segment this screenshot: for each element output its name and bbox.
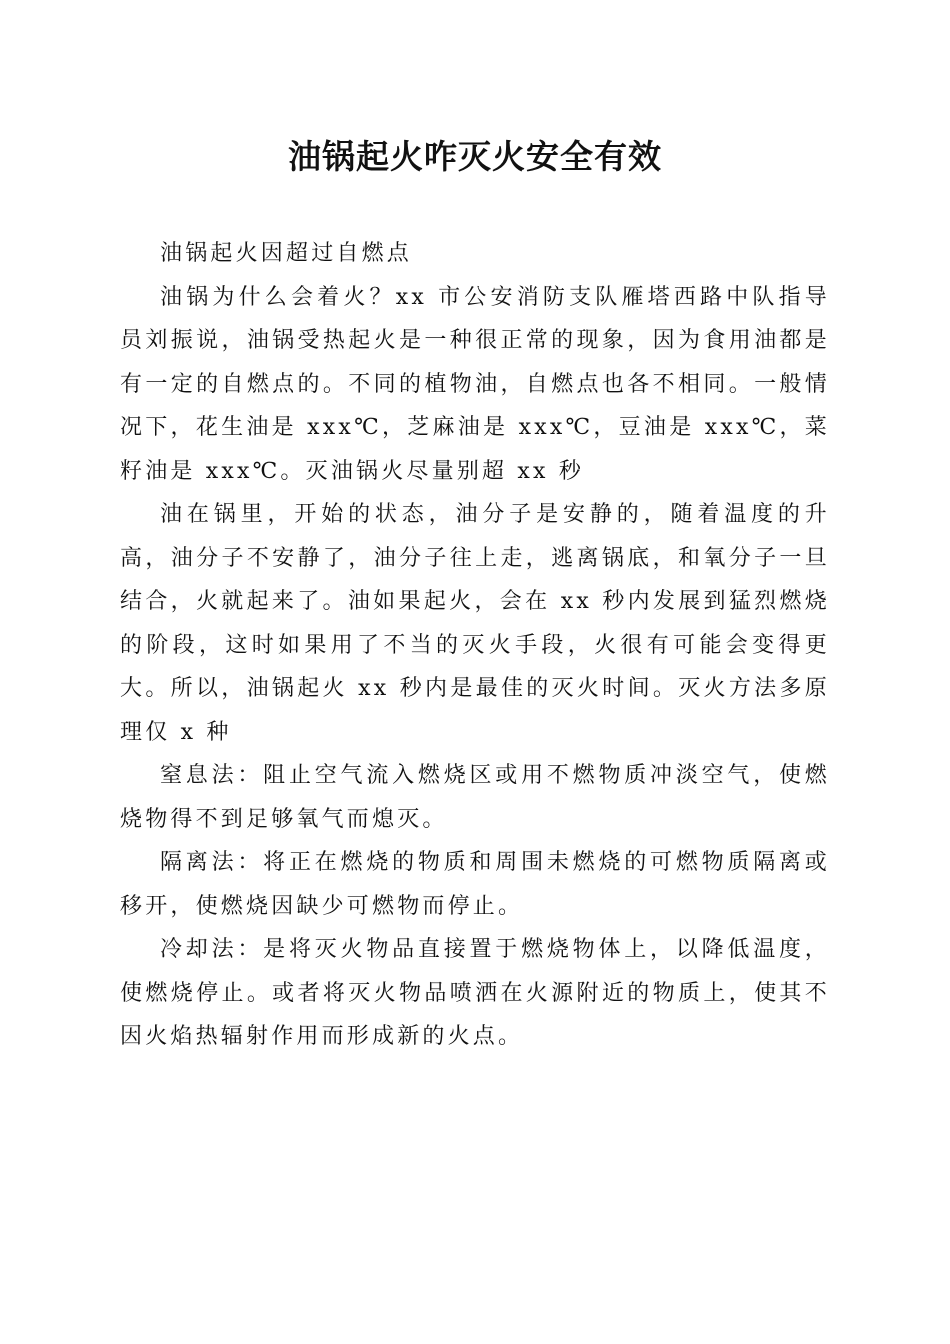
paragraph-subheading-autoignition: 油锅起火因超过自燃点: [160, 241, 413, 266]
paragraph-oil-molecules: 油在锅里，开始的状态，油分子是安静的，随着温度的升高，油分子不安静了，油分子往上走，逃离锅底，和氧分子一旦结合，火就起来了。油如果起火，会在 xx 秒内发展到猛烈燃烧的阶段，这时如果用了不当的灭火手段，火很有可能会变得更大。所以，油锅起火 xx 秒内是最佳的灭火时间。灭火方法多原理仅 x 种: [120, 502, 830, 745]
paragraph-isolation-method: 隔离法：将正在燃烧的物质和周围未燃烧的可燃物质隔离或移开，使燃烧因缺少可燃物而停止。: [120, 850, 830, 919]
document-title: 油锅起火咋灭火安全有效: [288, 137, 662, 176]
paragraph-why-fire: 油锅为什么会着火？xx 市公安消防支队雁塔西路中队指导员刘振说，油锅受热起火是一种很正常的现象，因为食用油都是有一定的自燃点的。不同的植物油，自燃点也各不相同。一般情况下，花生油是 xxx℃，芝麻油是 xxx℃，豆油是 xxx℃，菜籽油是 xxx℃。灭油锅火尽量别超 xx 秒: [120, 284, 830, 484]
paragraph-cooling-method: 冷却法：是将灭火物品直接置于燃烧物体上，以降低温度，使燃烧停止。或者将灭火物品喷洒在火源附近的物质上，使其不因火焰热辐射作用而形成新的火点。: [120, 937, 830, 1049]
paragraph-smothering-method: 窒息法：阻止空气流入燃烧区或用不燃物质冲淡空气，使燃烧物得不到足够氧气而熄灭。: [120, 763, 830, 832]
document-body: [120, 232, 830, 1059]
